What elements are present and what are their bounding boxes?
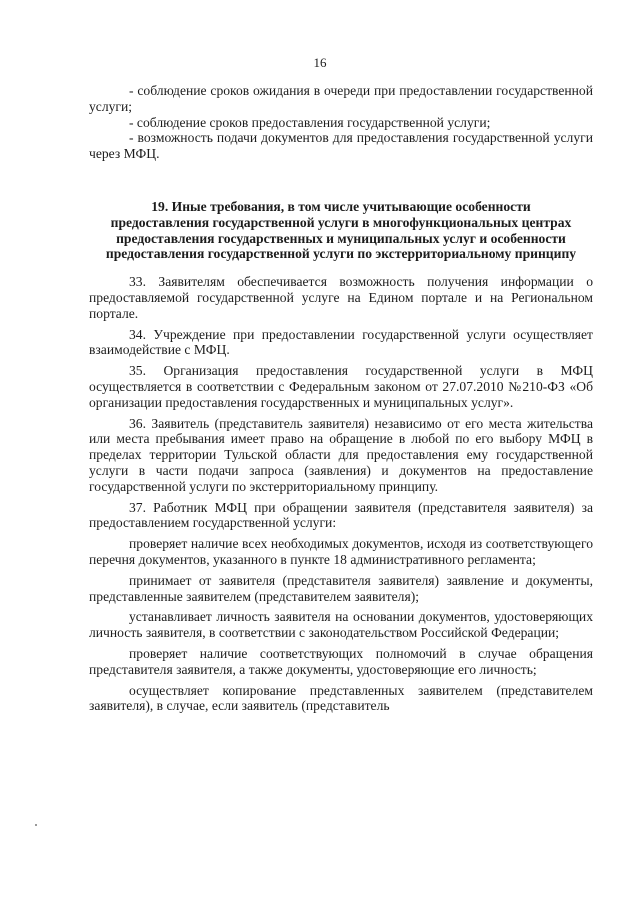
sub-item-check-documents: проверяет наличие всех необходимых документов, исходя из соответствующего перечня документов, указанного в пункте 18 административного регламента; <box>89 536 593 567</box>
paragraph-37: 37. Работник МФЦ при обращении заявителя (представителя заявителя) за предоставлением государственной услуги: <box>89 499 593 531</box>
section-heading: 19. Иные требования, в том числе учитывающие особенности предоставления государственной услуги в многофункциональных центрах предоставления государственных и муниципальных услуг и особенности предоставления государственной услуги по экстерриториальному принципу <box>105 198 577 262</box>
paragraph-33: 33. Заявителям обеспечивается возможность получения информации о предоставляемой государственной услуге на Едином портале и на Региональном портале. <box>89 274 593 321</box>
page-number: 16 <box>313 55 327 70</box>
sub-item-check-authority: проверяет наличие соответствующих полномочий в случае обращения представителя заявителя, а также документы, удостоверяющие его личность; <box>89 645 593 677</box>
list-item-service-deadlines: - соблюдение сроков предоставления государственной услуги; <box>129 114 491 130</box>
sub-item-accept-application: принимает от заявителя (представителя заявителя) заявление и документы, представленные заявителем (представителем заявителя); <box>89 572 593 604</box>
sub-item-verify-identity: устанавливает личность заявителя на основании документов, удостоверяющих личность заявителя, в соответствии с законодательством Российской Федерации; <box>89 609 593 641</box>
list-item-queue-wait: - соблюдение сроков ожидания в очереди при предоставлении государственной услуги; <box>89 83 593 114</box>
paragraph-36: 36. Заявитель (представитель заявителя) независимо от его места жительства или места пребывания имеет право на обращение в любой по его выбору МФЦ в пределах территории Тульской области для предоставления ему государственной услуги в части подачи запроса (заявления) и документов на предоставление государственной услуги по экстерриториальному принципу. <box>89 415 593 494</box>
scan-speck <box>35 824 37 826</box>
paragraph-34: 34. Учреждение при предоставлении государственной услуги осуществляет взаимодействие с МФЦ. <box>89 326 593 358</box>
page-content <box>89 83 593 714</box>
sub-item-copying: осуществляет копирование представленных заявителем (представителем заявителя), в случае, если заявитель (представитель <box>89 682 593 714</box>
paragraph-35: 35. Организация предоставления государственной услуги в МФЦ осуществляется в соответствии с Федеральным законом от 27.07.2010 №210-ФЗ «Об организации предоставления государственных и муниципальных услуг». <box>89 363 593 410</box>
list-item-mfc-submission: - возможность подачи документов для предоставления государственной услуги через МФЦ. <box>89 130 593 162</box>
